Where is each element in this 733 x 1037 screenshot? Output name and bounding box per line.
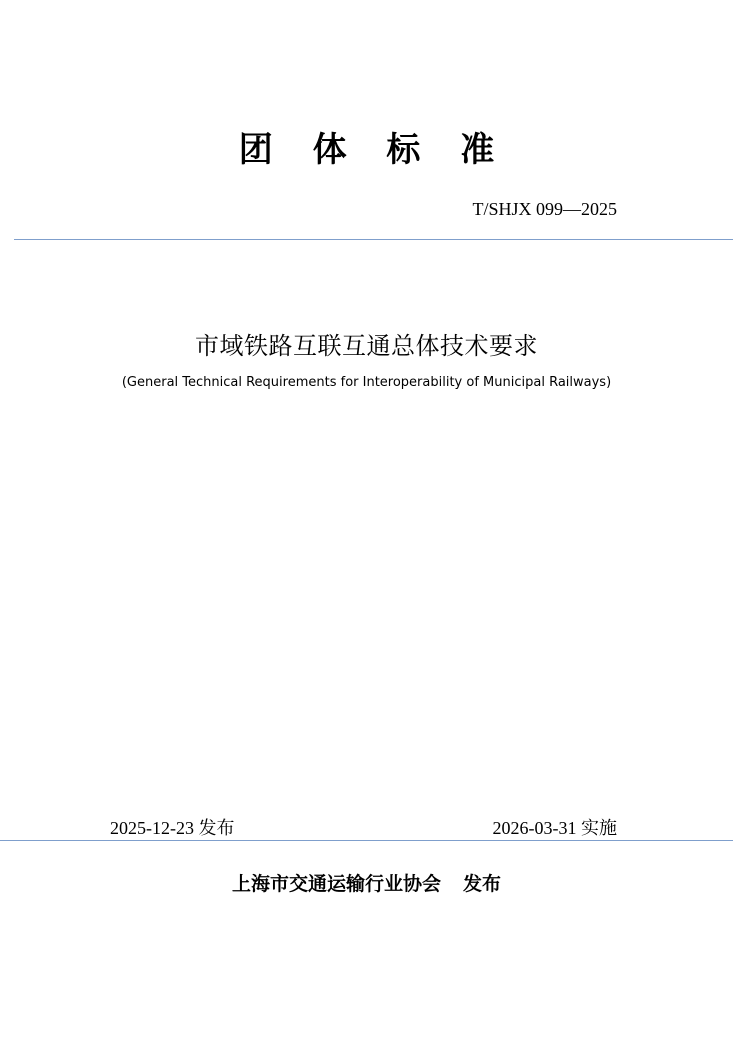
publisher-action: 发布	[463, 873, 502, 895]
standard-type-heading: 团 体 标 准	[238, 130, 509, 170]
publisher-organization: 上海市交通运输行业协会	[231, 873, 441, 895]
publisher-line	[0, 870, 733, 898]
implementation-date: 2026-03-31 实施	[492, 818, 617, 838]
top-divider	[14, 239, 733, 240]
bottom-divider	[0, 840, 733, 841]
document-title-english: (General Technical Requirements for Interoperability of Municipal Railways)	[121, 375, 612, 390]
standard-code: T/SHJX 099—2025	[472, 199, 617, 219]
issue-date: 2025-12-23 发布	[110, 818, 235, 838]
document-title-chinese: 市域铁路互联互通总体技术要求	[195, 332, 538, 360]
